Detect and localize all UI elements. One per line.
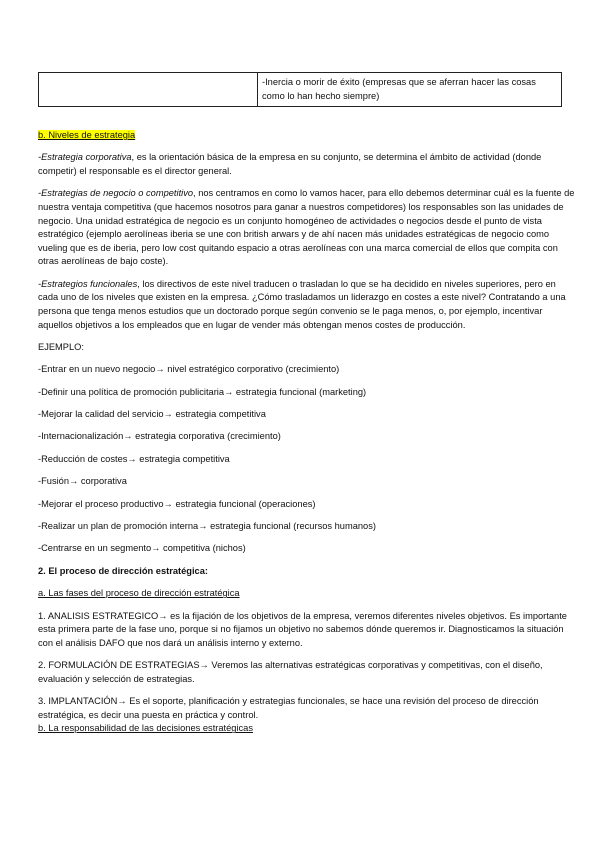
paragraph-corporativa (38, 151, 578, 178)
list-item: -Centrarse en un segmento→ competitiva (nichos) (38, 543, 246, 554)
paragraph-negocio (38, 187, 578, 269)
paragraph-text: , los directivos de este nivel traducen o trasladan lo que se ha decidido en niveles superiores, pero en cada uno de los niveles que existen en la empresa. ¿Cómo trasladamos un liderazgo en costes a este nivel? Contratando a una persona que tenga menos estudios que un doctorado porque según convenio se le paga menos, o, por ejemplo, incentivar aquellos objetivos a los empleados que en lugar de vender más obtengan menos costes de producción. (38, 278, 566, 330)
list-item: -Definir una política de promoción publicitaria→ estrategia funcional (marketing) (38, 386, 367, 397)
continued-table (38, 72, 562, 107)
list-item: -Mejorar la calidad del servicio→ estrategia competitiva (38, 409, 266, 420)
list-item: -Internacionalización→ estrategia corporativa (crecimiento) (38, 431, 281, 442)
term-funcionales: -Estrategios funcionales (38, 278, 138, 289)
section-2b-heading: b. La responsabilidad de las decisiones estratégicas (38, 723, 253, 734)
table-row (39, 73, 562, 107)
section-b-heading: b. Niveles de estrategia (38, 130, 136, 140)
section-2a-heading: a. Las fases del proceso de dirección estratégica (38, 588, 240, 599)
list-item: -Mejorar el proceso productivo→ estrategia funcional (operaciones) (38, 498, 316, 509)
list-item: -Fusión→ corporativa (38, 476, 127, 487)
table-cell-right: -Inercia o morir de éxito (empresas que se aferran hacer las cosas como lo han hecho siempre) (258, 73, 562, 107)
term-negocio: -Estrategias de negocio o competitivo (38, 188, 194, 199)
phase-1: 1. ANALISIS ESTRATEGICO→ es la fijación de los objetivos de la empresa, veremos diferentes niveles objetivos. Es importante esta primera parte de la fase uno, porque si no fijamos un objetivo no sabemos dónde queremos ir. Diagnosticamos la situación con el análisis DAFO que nos dará un análisis interno y externo. (38, 610, 567, 648)
table-cell-left (39, 73, 258, 107)
phase-3: 3. IMPLANTACIÓN→ Es el soporte, planificación y estrategias funcionales, se hace una revisión del proceso de dirección estratégica, es decir una puesta en práctica y control. (38, 696, 539, 720)
document-body (38, 129, 578, 736)
paragraph-text: , nos centramos en como lo vamos hacer, para ello debemos determinar cuál es la fuente de nuestra ventaja competitiva (que hacemos nosotros para ganar a nuestros competidores) los responsables son las unidades de negocio. Una unidad estratégica de negocio es un conjunto homogéneo de actividades o negocios desde el punto de vista estratégico (ejemplo aerolíneas iberia se une con british arwars y de ahí nacen más unidades estratégicas de negocio como vueling que es de iberia, pero low cost quitando espacio a otras aerolíneas con una marca comercial de ellos que compita con otras aerolíneas de bajo coste). (38, 188, 575, 267)
paragraph-funcionales (38, 278, 578, 332)
list-item: -Entrar en un nuevo negocio→ nivel estratégico corporativo (crecimiento) (38, 364, 340, 375)
section-2-heading: 2. El proceso de dirección estratégica: (38, 565, 208, 576)
phase-2: 2. FORMULACIÓN DE ESTRATEGIAS→ Veremos las alternativas estratégicas corporativas y competitivas, con el diseño, evaluación y selección de estrategias. (38, 660, 543, 684)
ejemplo-heading: EJEMPLO: (38, 341, 84, 352)
list-item: -Realizar un plan de promoción interna→ estrategia funcional (recursos humanos) (38, 521, 376, 532)
paragraph-text: , es la orientación básica de la empresa en su conjunto, se determina el ámbito de actividad (donde competir) el responsable es el director general. (38, 152, 542, 176)
term-corporativa: -Estrategia corporativa (38, 152, 132, 163)
list-item: -Reducción de costes→ estrategia competitiva (38, 453, 230, 464)
